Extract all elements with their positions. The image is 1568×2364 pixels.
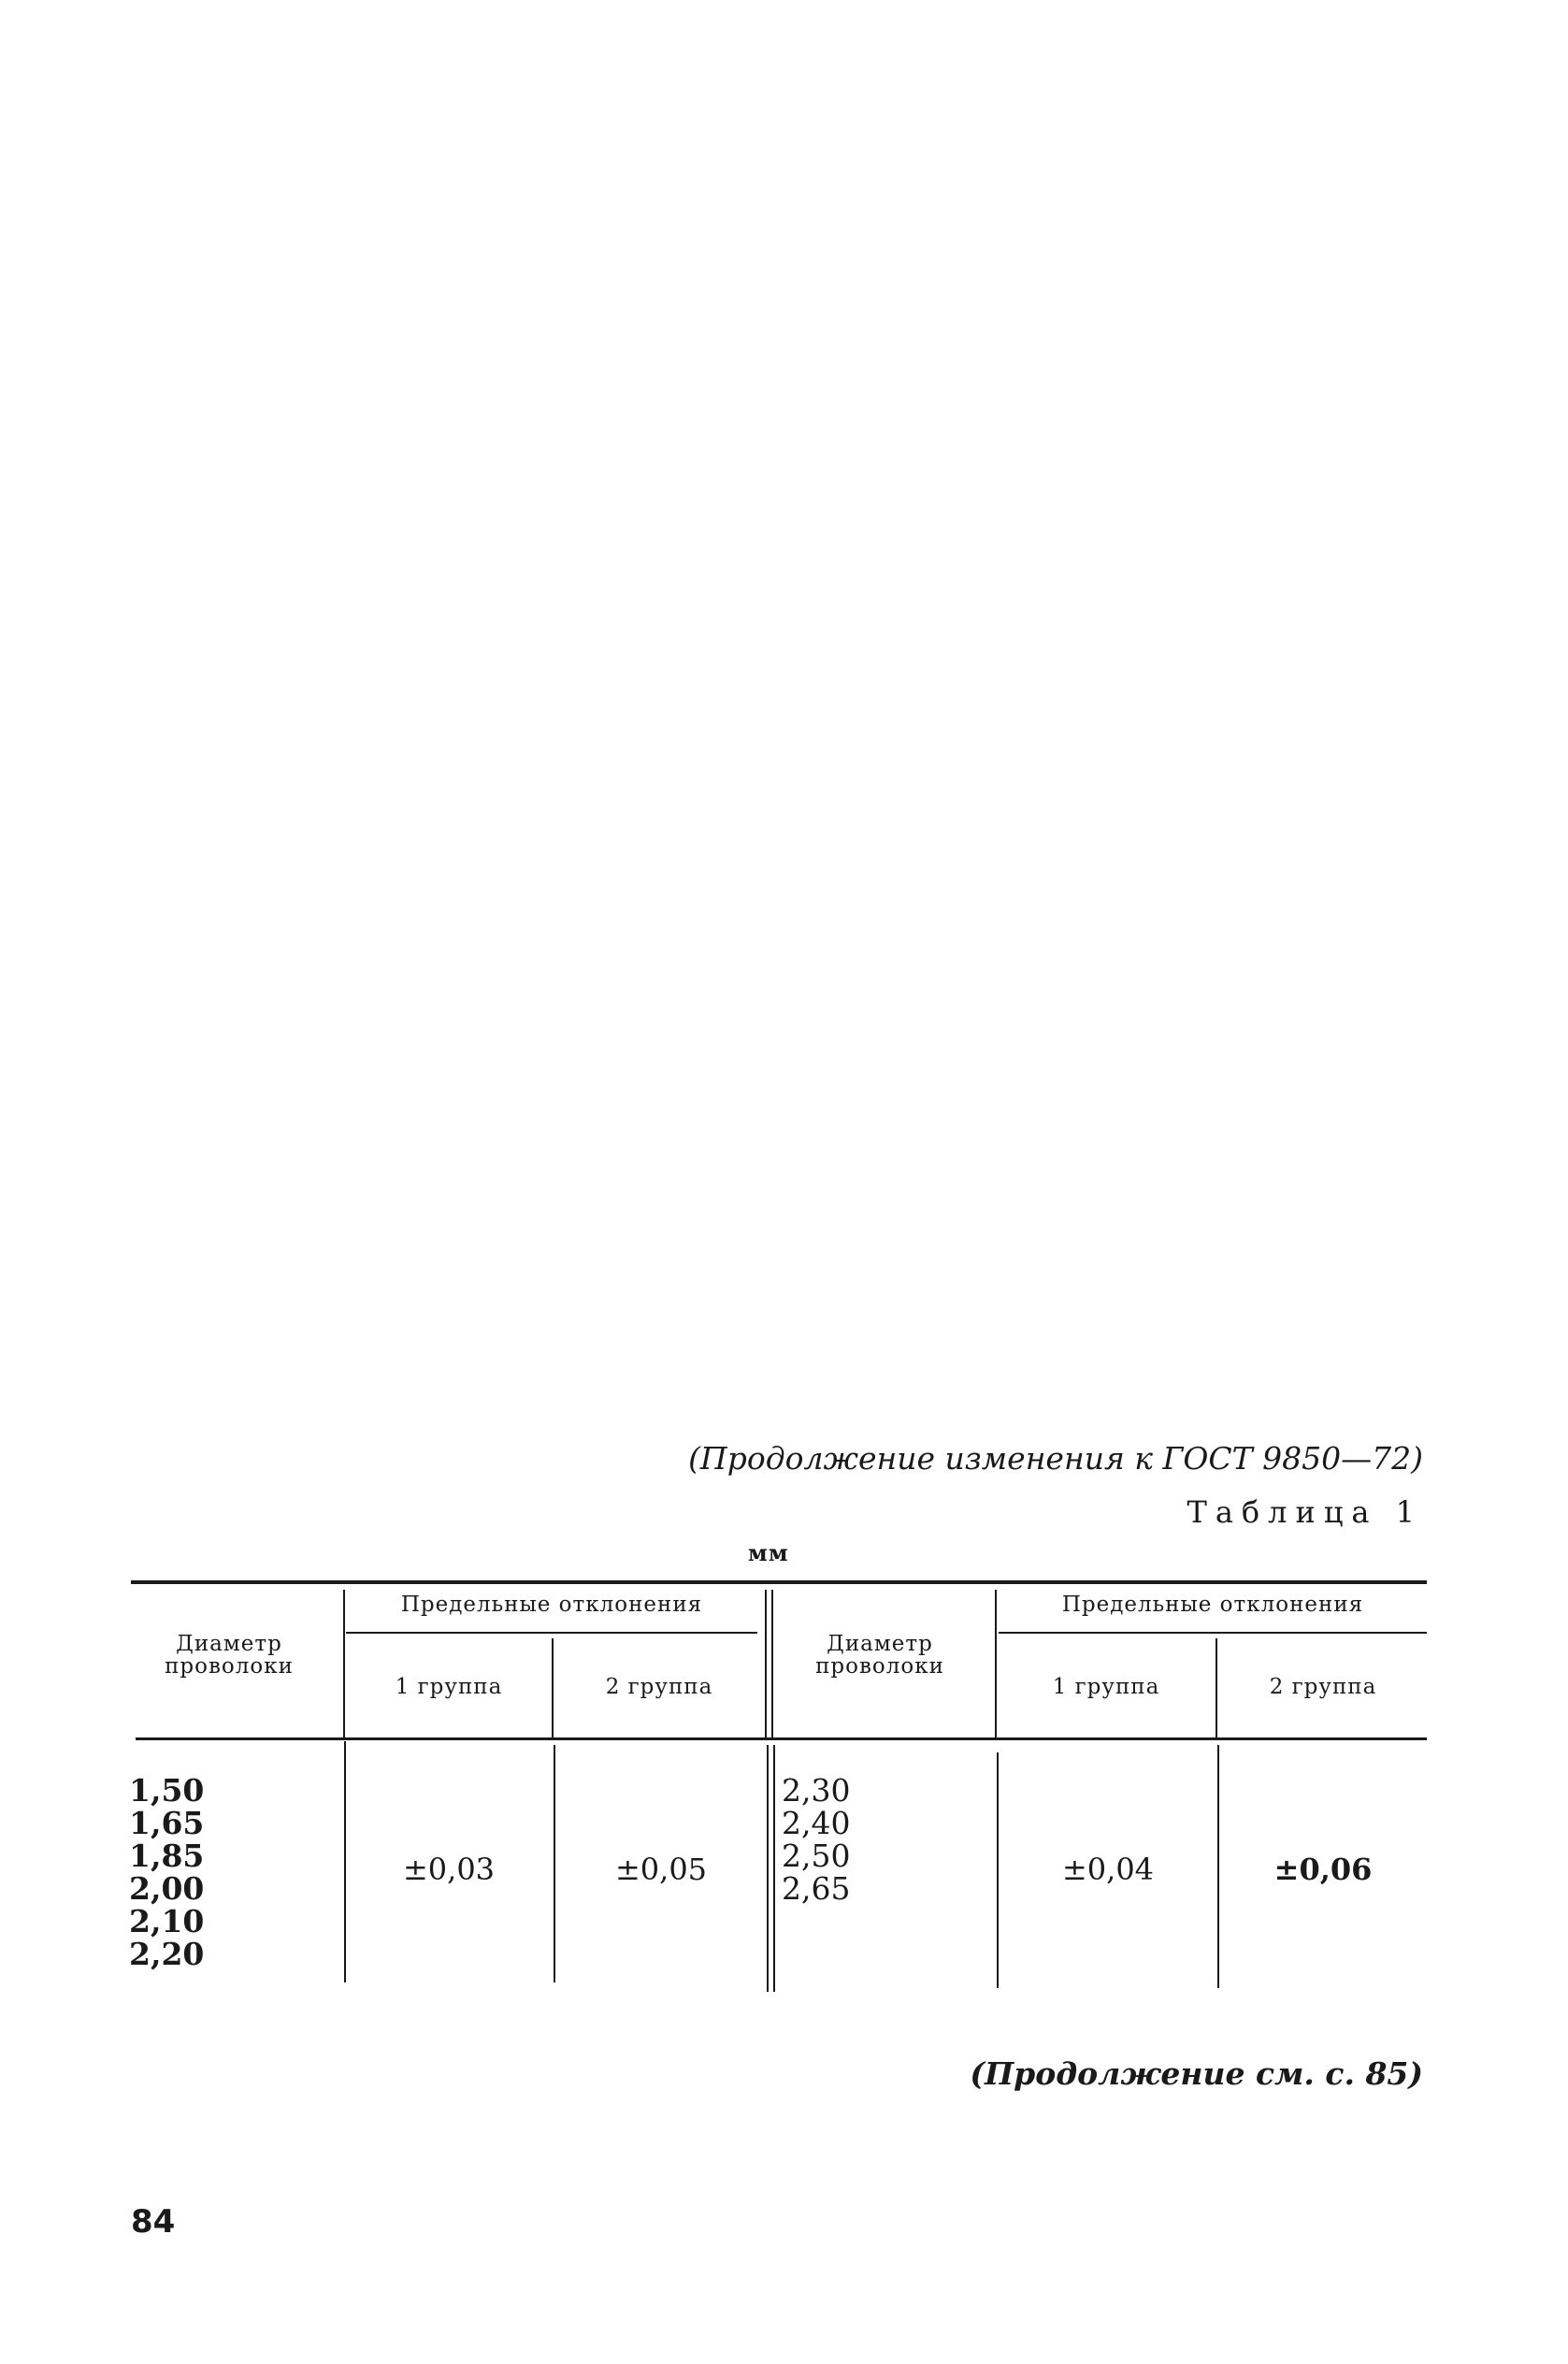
left-group1-header: 1 группа <box>395 1675 503 1699</box>
diameter-value: 1,50 <box>129 1772 205 1809</box>
table-caption: Таблица 1 <box>1187 1494 1423 1530</box>
left-deviation-header: Предельные отклонения <box>400 1593 703 1617</box>
left-diameter-header: Диаметр проволоки <box>165 1632 294 1679</box>
diameter-value: 2,20 <box>129 1936 205 1972</box>
units-label: мм <box>748 1539 789 1566</box>
col-divider-1 <box>343 1590 345 1737</box>
diameter-value: 1,65 <box>129 1805 205 1841</box>
diameter-value: 2,00 <box>129 1870 205 1907</box>
right-group1-value: ±0,04 <box>1061 1852 1155 1887</box>
header-bottom-rule <box>136 1737 1427 1740</box>
diameter-value: 1,85 <box>129 1838 205 1874</box>
block-divider-a-body <box>767 1745 769 1992</box>
col-divider-5 <box>1216 1638 1217 1737</box>
diameter-value: 2,30 <box>782 1772 851 1809</box>
right-diameter-header: Диаметр проволоки <box>815 1632 944 1679</box>
diameter-value: 2,10 <box>129 1903 205 1939</box>
left-group2-header: 2 группа <box>605 1675 713 1699</box>
left-group2-value: ±0,05 <box>614 1852 708 1887</box>
col-divider-4 <box>995 1590 997 1737</box>
continuation-header: (Продолжение изменения к ГОСТ 9850—72) <box>688 1440 1423 1477</box>
block-divider-b-body <box>773 1745 775 1992</box>
left-diameter-list <box>129 1774 204 1970</box>
diameter-value: 2,65 <box>782 1870 851 1907</box>
diameter-value: 2,40 <box>782 1805 851 1841</box>
right-group1-header: 1 группа <box>1052 1675 1160 1699</box>
left-group1-value: ±0,03 <box>402 1852 496 1887</box>
continuation-footer: (Продолжение см. с. 85) <box>970 2055 1423 2092</box>
right-subheader-rule <box>999 1632 1427 1634</box>
block-divider-a <box>765 1590 767 1737</box>
table-top-rule <box>131 1580 1427 1584</box>
col-divider-2 <box>552 1638 554 1737</box>
diameter-value: 2,50 <box>782 1838 851 1874</box>
right-group2-value: ±0,06 <box>1273 1852 1373 1887</box>
right-group2-header: 2 группа <box>1269 1675 1377 1699</box>
right-deviation-header: Предельные отклонения <box>1061 1593 1364 1617</box>
block-divider-b <box>771 1590 773 1737</box>
right-diameter-list <box>782 1774 850 1905</box>
page-number: 84 <box>131 2203 176 2241</box>
left-subheader-rule <box>346 1632 757 1634</box>
